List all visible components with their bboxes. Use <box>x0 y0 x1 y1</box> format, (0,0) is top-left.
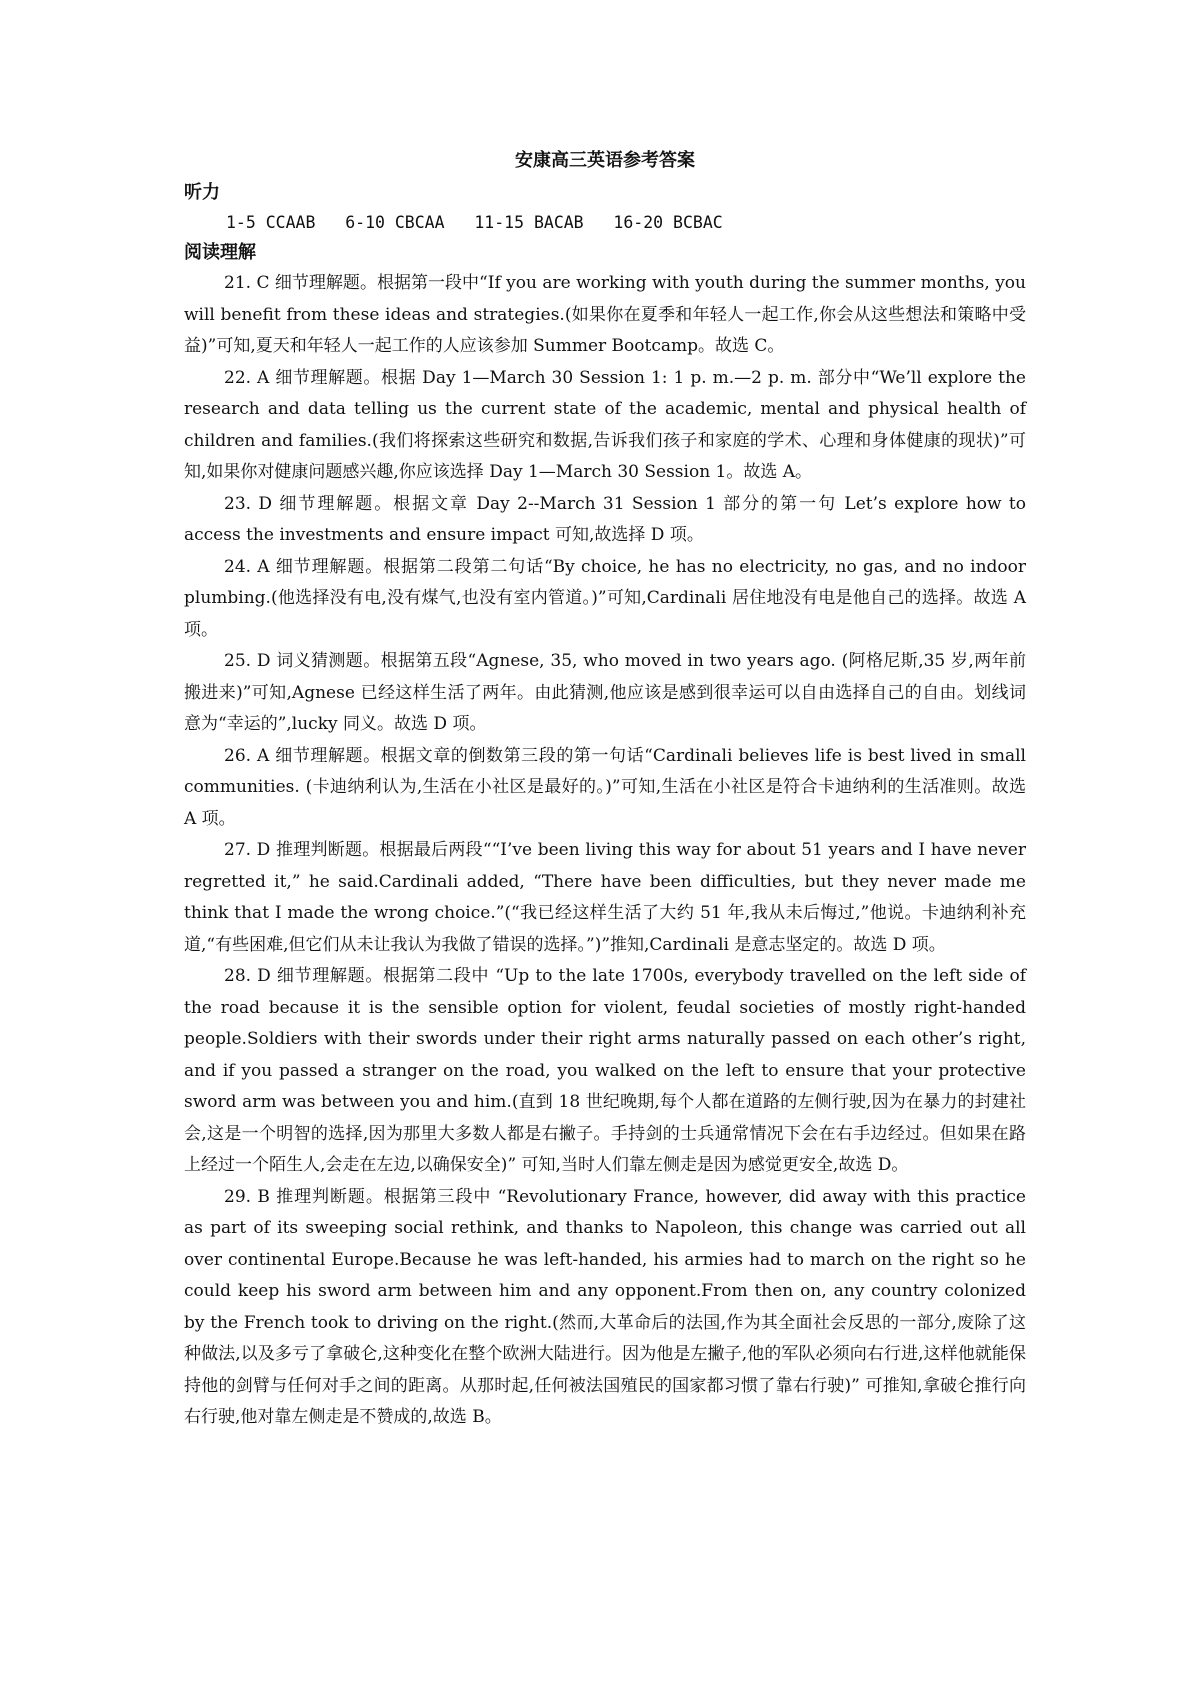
answer-item-29: 29. B 推理判断题。根据第三段中 “Revolutionary France, however, did away with this practice as part of its sweeping social rethink, and thanks to Napoleon, this change was carried out all over continental Europe.Because he was left-handed, his armies had to march on the right so he could keep his sword arm between him and any opponent.From then on, any country colonized by the French took to driving on the right.(然而,大革命后的法国,作为其全面社会反思的一部分,废除了这种做法,以及多亏了拿破仑,这种变化在整个欧洲大陆进行。因为他是左撇子,他的军队必须向右行进,这样他就能保持他的剑臂与任何对手之间的距离。从那时起,任何被法国殖民的国家都习惯了靠右行驶)” 可推知,拿破仑推行向右行驶,他对靠左侧走是不赞成的,故选 B。 <box>184 1186 1026 1427</box>
answer-item-23: 23. D 细节理解题。根据文章 Day 2--March 31 Session 1 部分的第一句 Let’s explore how to access the investments and ensure impact 可知,故选择 D 项。 <box>184 493 1026 545</box>
listening-answers: 1-5 CCAAB 6-10 CBCAA 11-15 BACAB 16-20 BCBAC <box>226 213 723 232</box>
section-heading-listening: 听力 <box>184 182 220 203</box>
section-heading-reading: 阅读理解 <box>184 242 256 263</box>
answer-item-21: 21. C 细节理解题。根据第一段中“If you are working with youth during the summer months, you will benefit from these ideas and strategies.(如果你在夏季和年轻人一起工作,你会从这些想法和策略中受益)”可知,夏天和年轻人一起工作的人应该参加 Summer Bootcamp。故选 C。 <box>184 273 1026 356</box>
answer-item-25: 25. D 词义猜测题。根据第五段“Agnese, 35, who moved in two years ago. (阿格尼斯,35 岁,两年前搬进来)”可知,Agnese 已经这样生活了两年。由此猜测,他应该是感到很幸运可以自由选择自己的自由。划线词意为“幸运的”,lucky 同义。故选 D 项。 <box>184 651 1026 734</box>
answer-item-26: 26. A 细节理解题。根据文章的倒数第三段的第一句话“Cardinali believes life is best lived in small communities. (卡迪纳利认为,生活在小社区是最好的。)”可知,生活在小社区是符合卡迪纳利的生活准则。故选 A 项。 <box>184 745 1026 829</box>
answer-document <box>184 146 1026 1434</box>
answer-item-27: 27. D 推理判断题。根据最后两段““I’ve been living this way for about 51 years and I have never regretted it,” he said.Cardinali added, “There have been difficulties, but they never made me think that I made the wrong choice.”(“我已经这样生活了大约 51 年,我从未后悔过,”他说。卡迪纳利补充道,“有些困难,但它们从未让我认为我做了错误的选择。”)”推知,Cardinali 是意志坚定的。故选 D 项。 <box>184 840 1026 955</box>
answer-item-24: 24. A 细节理解题。根据第二段第二句话“By choice, he has no electricity, no gas, and no indoor plumbing.(他选择没有电,没有煤气,也没有室内管道。)”可知,Cardinali 居住地没有电是他自己的选择。故选 A 项。 <box>184 556 1026 640</box>
answer-item-22: 22. A 细节理解题。根据 Day 1—March 30 Session 1: 1 p. m.—2 p. m. 部分中“We’ll explore the research and data telling us the current state of the academic, mental and physical health of children and families.(我们将探索这些研究和数据,告诉我们孩子和家庭的学术、心理和身体健康的现状)”可知,如果你对健康问题感兴趣,你应该选择 Day 1—March 30 Session 1。故选 A。 <box>184 367 1026 482</box>
answer-item-28: 28. D 细节理解题。根据第二段中 “Up to the late 1700s, everybody travelled on the left side of the road because it is the sensible option for violent, feudal societies of mostly right-handed people.Soldiers with their swords under their right arms naturally passed on each other’s right, and if you passed a stranger on the road, you walked on the left to ensure that your protective sword arm was between you and him.(直到 18 世纪晚期,每个人都在道路的左侧行驶,因为在暴力的封建社会,这是一个明智的选择,因为那里大多数人都是右撇子。手持剑的士兵通常情况下会在右手边经过。但如果在路上经过一个陌生人,会走在左边,以确保安全)” 可知,当时人们靠左侧走是因为感觉更安全,故选 D。 <box>184 966 1026 1175</box>
document-title: 安康高三英语参考答案 <box>515 150 695 171</box>
